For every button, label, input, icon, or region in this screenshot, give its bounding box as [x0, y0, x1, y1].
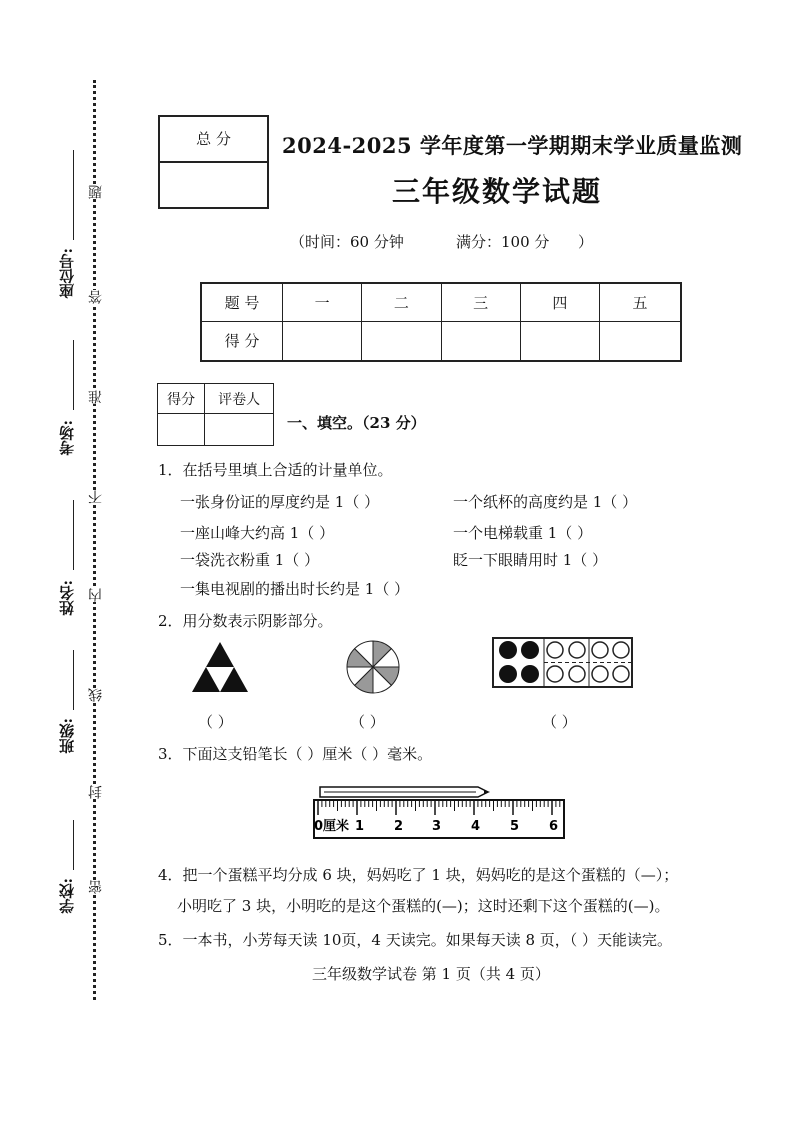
ruler-label: 5 — [510, 819, 520, 834]
circle-figure — [344, 638, 402, 696]
score-table-col: 五 — [600, 283, 682, 321]
score-cell[interactable] — [441, 321, 520, 361]
exam-room-blank[interactable] — [73, 340, 74, 410]
q1-item: 一袋洗衣粉重 1（ ） — [180, 551, 320, 569]
total-score-box — [158, 115, 269, 209]
seal-char: 内 — [88, 588, 104, 602]
total-score-label: 总 分 — [160, 117, 267, 163]
exam-subject-title: 三年级数学试题 — [392, 175, 603, 208]
exam-title: 2024-2025 学年度第一学期期末学业质量监测 — [282, 133, 743, 158]
grader-score-label: 得分 — [158, 384, 205, 414]
seal-char: 封 — [88, 785, 104, 799]
seal-char: 线 — [88, 688, 104, 702]
paren-close: ） — [578, 233, 594, 251]
grader-name-cell[interactable] — [205, 414, 274, 446]
q1-item: 一个纸杯的高度约是 1（ ） — [453, 493, 638, 511]
q1-item: 一张身份证的厚度约是 1（ ） — [180, 493, 380, 511]
q1-item: 一集电视剧的播出时长约是 1（ ） — [180, 580, 410, 598]
binding-dotted-line — [93, 80, 96, 1000]
school-label: 学校: — [58, 878, 76, 914]
total-score-cell[interactable] — [160, 163, 267, 207]
class-blank[interactable] — [73, 650, 74, 710]
score-table-col: 一 — [283, 283, 362, 321]
score-table — [200, 282, 682, 362]
q2-answer-blank[interactable]: （ ） — [542, 713, 577, 731]
time-info: （时间：60 分钟 — [290, 233, 404, 251]
q2-answer-blank[interactable]: （ ） — [198, 713, 233, 731]
name-blank[interactable] — [73, 500, 74, 570]
score-table-col: 二 — [362, 283, 441, 321]
score-cell[interactable] — [362, 321, 441, 361]
q1-item: 一座山峰大约高 1（ ） — [180, 524, 335, 542]
name-label: 姓名: — [58, 580, 76, 616]
question-1-stem: 1．在括号里填上合适的计量单位。 — [158, 461, 393, 479]
ruler-label: 1 — [355, 819, 365, 834]
score-cell[interactable] — [600, 321, 682, 361]
seat-label: 座位号: — [58, 248, 76, 299]
section-title: 一、填空。（23 分） — [287, 414, 426, 432]
exam-room-label: 考场: — [58, 420, 76, 456]
score-cell[interactable] — [520, 321, 599, 361]
question-3-stem: 3．下面这支铅笔长（ ）厘米（ ）毫米。 — [158, 745, 433, 763]
ruler-label: 6 — [549, 819, 559, 834]
class-label: 班级: — [58, 718, 76, 754]
ruler-label: 2 — [394, 819, 404, 834]
triangle-figure — [190, 640, 250, 695]
ruler-label: 3 — [432, 819, 442, 834]
grader-score-cell[interactable] — [158, 414, 205, 446]
q1-item: 眨一下眼睛用时 1（ ） — [453, 551, 608, 569]
question-5: 5．一本书，小芳每天读 10页，4 天读完。如果每天读 8 页，（ ）天能读完。 — [158, 931, 673, 949]
score-table-col: 四 — [520, 283, 599, 321]
question-2-stem: 2．用分数表示阴影部分。 — [158, 612, 333, 630]
ruler-figure — [310, 782, 570, 842]
q2-answer-blank[interactable]: （ ） — [350, 713, 385, 731]
ruler-label: 0厘米 — [314, 819, 350, 834]
question-4-line1: 4．把一个蛋糕平均分成 6 块，妈妈吃了 1 块，妈妈吃的是这个蛋糕的（—）； — [158, 866, 679, 884]
score-table-row-header: 题 号 — [201, 283, 283, 321]
seal-char: 题 — [88, 185, 104, 199]
score-table-col: 三 — [441, 283, 520, 321]
ruler-label: 4 — [471, 819, 481, 834]
full-score-info: 满分：100 分 — [456, 233, 550, 251]
page-footer: 三年级数学试卷 第 1 页（共 4 页） — [312, 965, 550, 983]
seal-char: 不 — [88, 490, 104, 504]
grader-name-label: 评卷人 — [205, 384, 274, 414]
seal-char: 密 — [88, 880, 104, 894]
q1-item: 一个电梯载重 1（ ） — [453, 524, 593, 542]
score-cell[interactable] — [283, 321, 362, 361]
dots-figure — [492, 637, 634, 689]
grader-box — [157, 383, 274, 446]
seal-char: 准 — [88, 390, 104, 404]
seat-blank[interactable] — [73, 150, 74, 240]
school-blank[interactable] — [73, 820, 74, 870]
seal-char: 答 — [88, 290, 104, 304]
score-table-row-header: 得 分 — [201, 321, 283, 361]
question-4-line2: 小明吃了 3 块，小明吃的是这个蛋糕的(—)；这时还剩下这个蛋糕的(—)。 — [177, 897, 670, 915]
